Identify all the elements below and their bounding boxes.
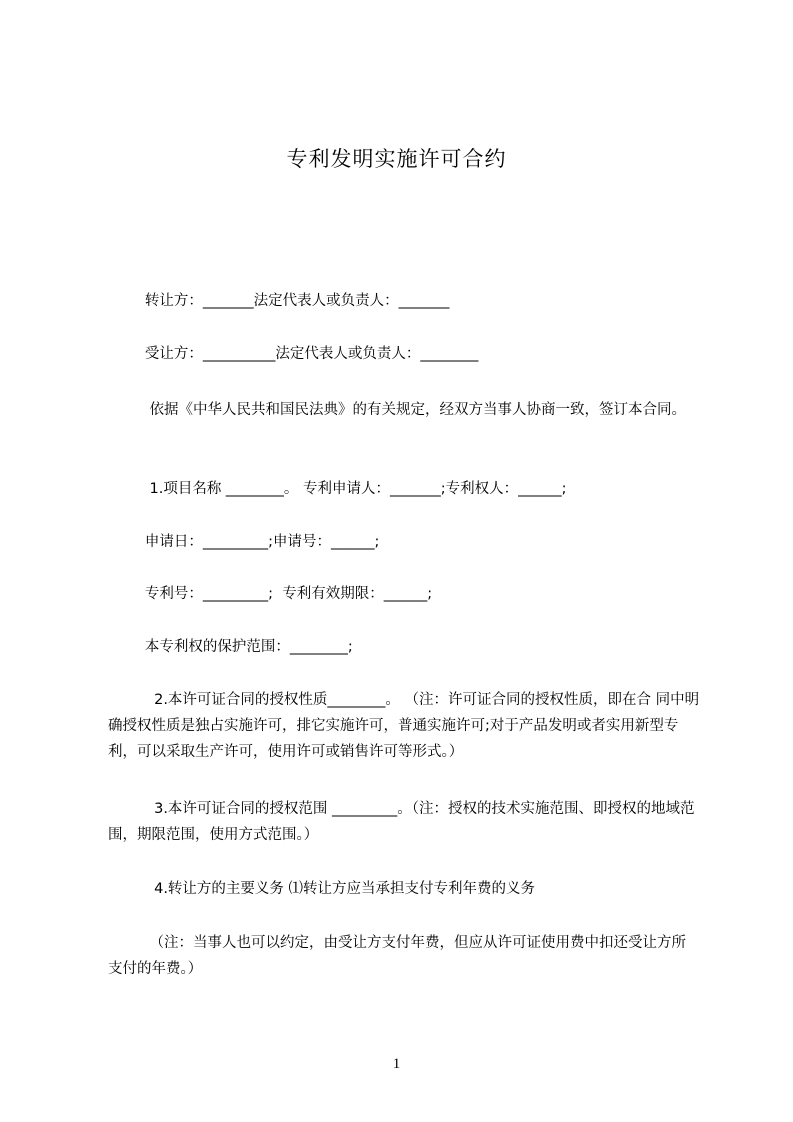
item-4-transferor-obligations: 4.转让方的主要义务 ⑴转让方应当承担支付专利年费的义务 bbox=[108, 881, 536, 897]
application-date-line: 申请日：_________;申请号：______; bbox=[108, 534, 380, 550]
protection-scope-line: 本专利权的保护范围：________; bbox=[108, 639, 353, 655]
patent-number-line: 专利号：_________; 专利有效期限：______; bbox=[108, 586, 433, 602]
item-1-project-name: 1.项目名称 ________。 专利申请人：_______;专利权人：______; bbox=[108, 481, 567, 497]
basis-paragraph: 依据《中华人民共和国民法典》的有关规定，经双方当事人协商一致，签订本合同。 bbox=[108, 402, 686, 418]
document-title: 专利发明实施许可合约 bbox=[286, 147, 507, 171]
item-2-license-nature: 2.本许可证合同的授权性质________。 （注：许可证合同的授权性质，即在合 同中明确授权性质是独占实施许可，排它实施许可，普通实施许可;对于产品发明或者实用新型专利，可以采取生产许可，使用许可或销售许可等形式。） bbox=[108, 692, 700, 760]
item-3-license-scope: 3.本许可证合同的授权范围 _________。（注：授权的技术实施范围、即授权的地域范围，期限范围，使用方式范围。） bbox=[108, 801, 695, 843]
annual-fee-note: （注：当事人也可以约定，由受让方支付年费，但应从许可证使用费中扣还受让方所支付的年费。） bbox=[108, 935, 686, 977]
page-number: 1 bbox=[392, 1056, 401, 1072]
transferee-line: 受让方：__________法定代表人或负责人：________ bbox=[108, 346, 479, 362]
transferor-line: 转让方：_______法定代表人或负责人：_______ bbox=[108, 293, 450, 309]
